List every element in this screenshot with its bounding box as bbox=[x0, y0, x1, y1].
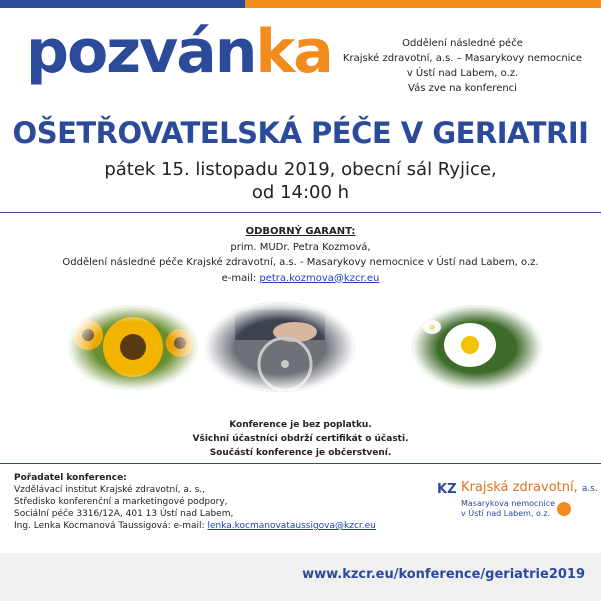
divider-top bbox=[0, 212, 601, 213]
note-line: Konference je bez poplatku. bbox=[229, 420, 372, 430]
kz-subtitle bbox=[461, 499, 555, 519]
inviter-line: v Ústí nad Labem, o.z. bbox=[406, 68, 519, 79]
inviter-line: Vás zve na konferenci bbox=[408, 83, 517, 94]
garant-email-link[interactable]: petra.kozmova@kzcr.eu bbox=[259, 272, 380, 284]
organizer-block bbox=[14, 472, 376, 532]
pozvanka-logo bbox=[26, 17, 332, 87]
heart-icon bbox=[557, 502, 571, 516]
note-line: Všichni účastníci obdrží certifikát o účasti. bbox=[192, 434, 409, 444]
kz-name bbox=[461, 480, 598, 495]
kz-sub-line: Masarykova nemocnice bbox=[461, 499, 556, 508]
kz-name-main: Krajská zdravotní, bbox=[461, 480, 578, 495]
wheelchair-photo bbox=[205, 302, 355, 392]
kz-mark: KZ bbox=[437, 482, 457, 497]
garant-block bbox=[0, 224, 601, 286]
organizer-contact bbox=[14, 520, 376, 532]
organizer-contact-prefix: Ing. Lenka Kocmanová Taussigová: e-mail: bbox=[14, 521, 205, 531]
date-location-line: pátek 15. listopadu 2019, obecní sál Ryjice, bbox=[104, 159, 497, 180]
logo-part-orange: ka bbox=[255, 17, 332, 87]
garant-email-line bbox=[0, 271, 601, 287]
garant-department: Oddělení následné péče Krajské zdravotní, a.s. - Masarykovy nemocnice v Ústí nad Labem, o.z. bbox=[62, 257, 539, 268]
garant-heading: ODBORNÝ GARANT: bbox=[245, 226, 356, 237]
inviter-line: Krajské zdravotní, a.s. – Masarykovy nemocnice bbox=[342, 53, 583, 64]
top-bar-orange bbox=[245, 0, 601, 8]
garant-email-label: e-mail: bbox=[221, 272, 257, 284]
daisy-photo bbox=[412, 305, 542, 390]
footer-url[interactable]: www.kzcr.eu/konference/geriatrie2019 bbox=[302, 567, 585, 582]
sunflowers-photo bbox=[68, 305, 198, 390]
inviter-block bbox=[330, 36, 595, 96]
notes-block bbox=[0, 418, 601, 460]
conference-title: OŠETŘOVATELSKÁ PÉČE V GERIATRII bbox=[12, 116, 589, 150]
organizer-line: Středisko konferenční a marketingové podpory, bbox=[14, 497, 228, 507]
time-line: od 14:00 h bbox=[251, 182, 350, 203]
note-line: Součástí konference je občerstvení. bbox=[209, 448, 392, 458]
organizer-heading: Pořadatel konference: bbox=[14, 473, 127, 483]
top-bar-blue bbox=[0, 0, 245, 8]
organizer-line: Vzdělávací institut Krajské zdravotní, a. s., bbox=[14, 485, 206, 495]
garant-name: prim. MUDr. Petra Kozmová, bbox=[230, 241, 371, 253]
inviter-line: Oddělení následné péče bbox=[402, 38, 523, 49]
logo-part-blue: pozván bbox=[26, 17, 256, 87]
organizer-line: Sociální péče 3316/12A, 401 13 Ústí nad Labem, bbox=[14, 509, 234, 519]
kz-name-suffix: a.s. bbox=[581, 484, 598, 494]
organizer-email-link[interactable]: lenka.kocmanovataussigova@kzcr.eu bbox=[207, 521, 376, 531]
divider-bottom bbox=[0, 463, 601, 464]
kz-sub-line: v Ústí nad Labem, o.z. bbox=[461, 509, 551, 518]
event-datetime bbox=[0, 158, 601, 204]
